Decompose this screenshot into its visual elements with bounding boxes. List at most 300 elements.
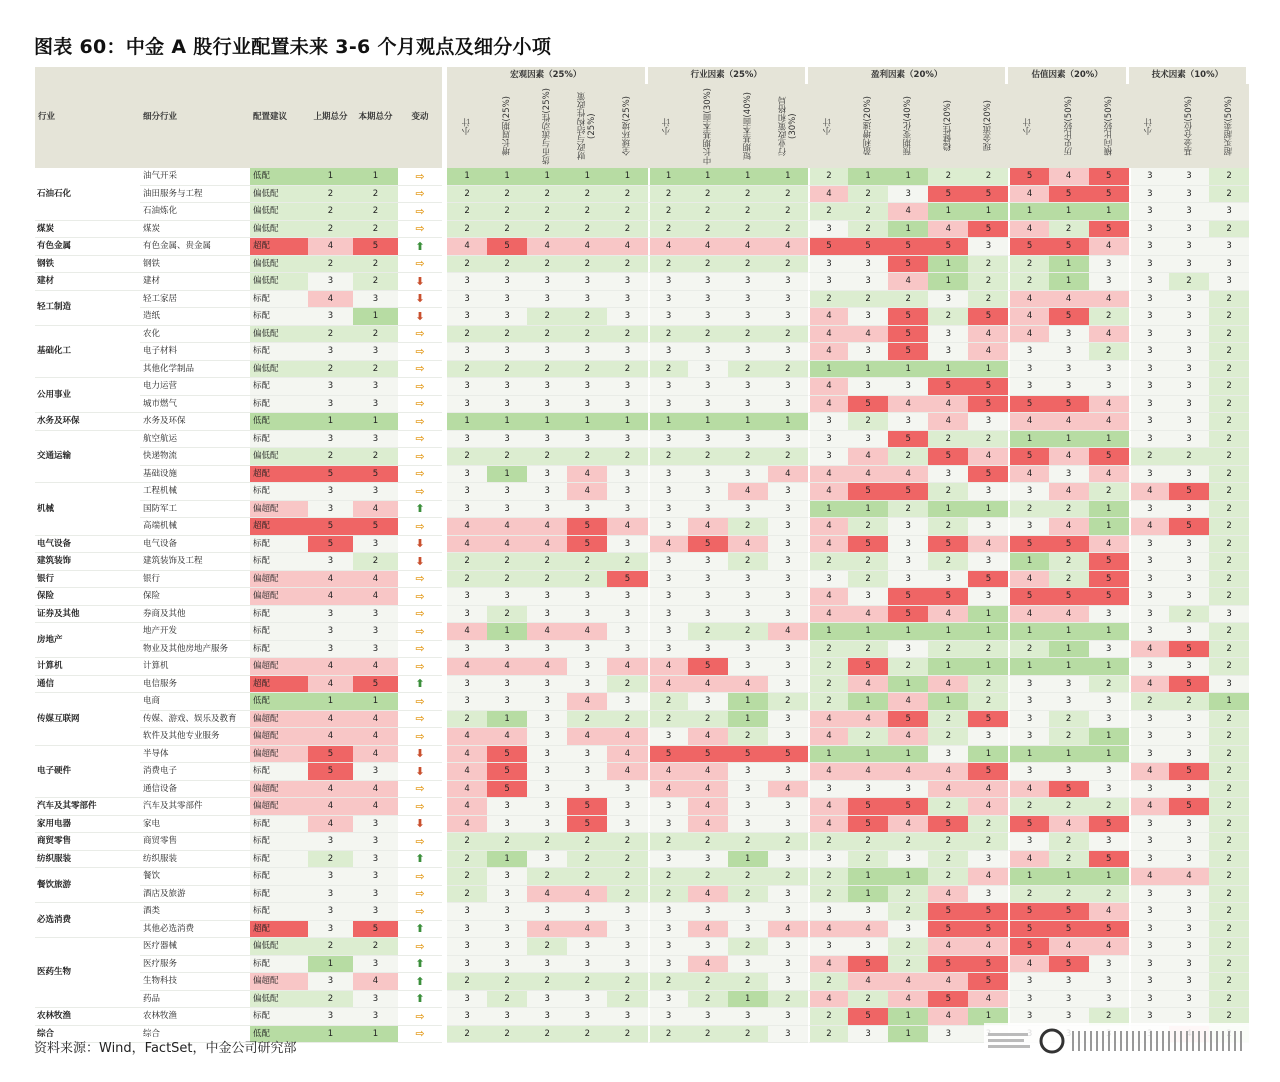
score-cell: 3 — [768, 483, 808, 501]
score-cell: 1 — [848, 868, 888, 886]
score-cell: 3 — [1008, 833, 1048, 851]
sub-industry-cell: 轻工家居 — [140, 291, 250, 309]
sub-industry-cell: 建材 — [140, 273, 250, 291]
score-cell: 3 — [567, 501, 607, 519]
score-cell: 2 — [808, 658, 848, 676]
score-cell: 2 — [567, 326, 607, 344]
score-cell: 3 — [527, 606, 567, 624]
score-cell: 3 — [648, 273, 688, 291]
factor-header — [888, 84, 928, 168]
score-cell: 2 — [848, 518, 888, 536]
score-cell: 4 — [487, 518, 527, 536]
score-cell: 2 — [1209, 868, 1249, 886]
score-cell: 3 — [768, 1026, 808, 1044]
curr-total-cell: 4 — [353, 798, 398, 816]
score-cell: 1 — [968, 501, 1008, 519]
score-cell: 2 — [648, 361, 688, 379]
score-cell: 2 — [848, 413, 888, 431]
score-cell: 4 — [968, 868, 1008, 886]
score-cell: 3 — [1169, 588, 1209, 606]
industry-cell: 有色金属 — [35, 238, 140, 256]
change-arrow-icon: ⇨ — [398, 693, 442, 711]
score-cell: 4 — [848, 466, 888, 484]
curr-total-cell: 3 — [353, 816, 398, 834]
prev-total-cell: 2 — [308, 938, 353, 956]
score-cell: 3 — [447, 431, 487, 449]
score-cell: 3 — [567, 991, 607, 1009]
score-cell: 3 — [848, 781, 888, 799]
score-cell: 4 — [808, 956, 848, 974]
curr-total-cell: 3 — [353, 343, 398, 361]
score-cell: 1 — [728, 991, 768, 1009]
score-cell: 3 — [1008, 711, 1048, 729]
score-cell: 3 — [1129, 623, 1169, 641]
score-cell: 3 — [567, 378, 607, 396]
recommendation-cell: 偏超配 — [250, 781, 308, 799]
score-cell: 3 — [607, 588, 647, 606]
score-cell: 5 — [928, 536, 968, 554]
curr-total-cell: 3 — [353, 851, 398, 869]
score-cell: 3 — [487, 501, 527, 519]
score-cell: 2 — [1049, 711, 1089, 729]
score-cell: 2 — [1008, 798, 1048, 816]
score-cell: 5 — [1049, 588, 1089, 606]
score-cell: 2 — [487, 221, 527, 239]
score-cell: 3 — [888, 378, 928, 396]
score-cell: 3 — [567, 956, 607, 974]
score-cell: 3 — [527, 956, 567, 974]
score-cell: 4 — [968, 938, 1008, 956]
score-cell: 2 — [848, 851, 888, 869]
score-cell: 3 — [567, 938, 607, 956]
curr-total-cell: 5 — [353, 466, 398, 484]
score-cell: 2 — [888, 938, 928, 956]
prev-total-cell: 3 — [308, 921, 353, 939]
score-cell: 5 — [888, 606, 928, 624]
score-cell: 4 — [648, 781, 688, 799]
score-cell: 2 — [1209, 186, 1249, 204]
score-cell: 3 — [688, 693, 728, 711]
score-cell: 2 — [487, 256, 527, 274]
score-cell: 4 — [527, 536, 567, 554]
score-cell: 3 — [888, 413, 928, 431]
score-cell: 2 — [1089, 798, 1129, 816]
recommendation-cell: 标配 — [250, 308, 308, 326]
score-cell: 3 — [607, 816, 647, 834]
score-cell: 2 — [648, 221, 688, 239]
score-cell: 2 — [527, 448, 567, 466]
score-cell: 5 — [888, 798, 928, 816]
sub-industry-cell: 其他化学制品 — [140, 361, 250, 379]
score-cell: 3 — [768, 641, 808, 659]
score-cell: 1 — [688, 168, 728, 186]
score-cell: 1 — [1089, 501, 1129, 519]
score-cell: 2 — [1089, 676, 1129, 694]
score-cell: 2 — [928, 308, 968, 326]
score-cell: 3 — [1209, 256, 1249, 274]
score-cell: 3 — [1129, 308, 1169, 326]
score-cell: 2 — [728, 518, 768, 536]
score-cell: 3 — [447, 921, 487, 939]
factor-header — [1049, 84, 1089, 168]
score-cell: 2 — [848, 991, 888, 1009]
score-cell: 2 — [928, 168, 968, 186]
score-cell: 4 — [607, 746, 647, 764]
score-cell: 5 — [848, 816, 888, 834]
score-cell: 2 — [1049, 728, 1089, 746]
score-cell: 2 — [447, 833, 487, 851]
score-cell: 4 — [808, 378, 848, 396]
prev-total-cell: 3 — [308, 483, 353, 501]
change-arrow-icon: ⇨ — [398, 431, 442, 449]
score-cell: 3 — [1169, 956, 1209, 974]
score-cell: 2 — [1209, 658, 1249, 676]
score-cell: 2 — [848, 203, 888, 221]
score-cell: 4 — [928, 973, 968, 991]
score-cell: 3 — [1209, 273, 1249, 291]
score-cell: 3 — [648, 991, 688, 1009]
score-cell: 3 — [1169, 238, 1209, 256]
score-cell: 2 — [808, 833, 848, 851]
score-cell: 5 — [1008, 238, 1048, 256]
score-cell: 3 — [928, 1026, 968, 1044]
score-cell: 3 — [768, 676, 808, 694]
allocation-table — [35, 67, 1249, 1043]
score-cell: 1 — [1008, 658, 1048, 676]
header-sub-industry: 细分行业 — [140, 67, 250, 168]
score-cell: 4 — [1169, 868, 1209, 886]
score-cell: 3 — [1129, 343, 1169, 361]
score-cell: 5 — [567, 518, 607, 536]
recommendation-cell: 标配 — [250, 641, 308, 659]
recommendation-cell: 标配 — [250, 396, 308, 414]
recommendation-cell: 超配 — [250, 238, 308, 256]
score-cell: 3 — [768, 606, 808, 624]
recommendation-cell: 偏超配 — [250, 711, 308, 729]
score-cell: 2 — [1209, 431, 1249, 449]
score-cell: 3 — [1129, 833, 1169, 851]
industry-cell: 交通运输 — [35, 431, 140, 484]
recommendation-cell: 标配 — [250, 851, 308, 869]
score-cell: 2 — [848, 221, 888, 239]
score-cell: 3 — [648, 728, 688, 746]
recommendation-cell: 超配 — [250, 676, 308, 694]
score-cell: 1 — [928, 623, 968, 641]
sub-industry-cell: 造纸 — [140, 308, 250, 326]
sub-industry-cell: 煤炭 — [140, 221, 250, 239]
score-cell: 3 — [768, 711, 808, 729]
change-arrow-icon: ⇨ — [398, 186, 442, 204]
curr-total-cell: 3 — [353, 396, 398, 414]
score-cell: 4 — [648, 238, 688, 256]
score-cell: 3 — [688, 273, 728, 291]
score-cell: 2 — [768, 991, 808, 1009]
score-cell: 3 — [728, 431, 768, 449]
curr-total-cell: 2 — [353, 273, 398, 291]
industry-cell: 汽车及其零部件 — [35, 798, 140, 816]
score-cell: 5 — [688, 746, 728, 764]
recommendation-cell: 标配 — [250, 1008, 308, 1026]
score-cell: 2 — [768, 361, 808, 379]
score-cell: 2 — [487, 326, 527, 344]
score-cell: 4 — [888, 763, 928, 781]
score-cell: 3 — [527, 641, 567, 659]
score-cell: 3 — [728, 903, 768, 921]
score-cell: 3 — [1129, 903, 1169, 921]
score-cell: 4 — [487, 536, 527, 554]
score-cell: 2 — [1209, 711, 1249, 729]
score-cell: 2 — [968, 641, 1008, 659]
factor-header — [968, 84, 1008, 168]
score-cell: 5 — [848, 536, 888, 554]
score-cell: 2 — [1008, 256, 1048, 274]
score-cell: 3 — [648, 606, 688, 624]
score-cell: 5 — [567, 816, 607, 834]
change-arrow-icon: ⬆ — [398, 501, 442, 519]
score-cell: 5 — [928, 956, 968, 974]
score-cell: 2 — [968, 676, 1008, 694]
sub-industry-cell: 药品 — [140, 991, 250, 1009]
curr-total-cell: 4 — [353, 501, 398, 519]
table-row — [35, 343, 1249, 361]
factor-header — [768, 84, 808, 168]
recommendation-cell: 低配 — [250, 168, 308, 186]
curr-total-cell: 2 — [353, 203, 398, 221]
score-cell: 2 — [968, 168, 1008, 186]
score-cell: 5 — [1008, 168, 1048, 186]
score-cell: 2 — [527, 361, 567, 379]
curr-total-cell: 3 — [353, 956, 398, 974]
score-cell: 3 — [487, 886, 527, 904]
score-cell: 2 — [808, 1026, 848, 1044]
score-cell: 1 — [848, 168, 888, 186]
score-cell: 4 — [808, 816, 848, 834]
score-cell: 3 — [1089, 273, 1129, 291]
score-cell: 2 — [527, 938, 567, 956]
score-cell: 3 — [1049, 991, 1089, 1009]
score-cell: 4 — [808, 606, 848, 624]
score-cell: 3 — [1008, 483, 1048, 501]
score-cell: 3 — [688, 606, 728, 624]
score-cell: 3 — [1008, 1008, 1048, 1026]
score-cell: 2 — [648, 833, 688, 851]
score-cell: 4 — [848, 606, 888, 624]
score-cell: 2 — [848, 641, 888, 659]
recommendation-cell: 标配 — [250, 833, 308, 851]
score-cell: 3 — [1089, 641, 1129, 659]
score-cell: 2 — [1209, 536, 1249, 554]
sub-industry-cell: 综合 — [140, 1026, 250, 1044]
change-arrow-icon: ⇨ — [398, 798, 442, 816]
score-cell: 3 — [1129, 186, 1169, 204]
score-cell: 2 — [1209, 308, 1249, 326]
score-cell: 3 — [1169, 308, 1209, 326]
score-cell: 2 — [1209, 641, 1249, 659]
score-cell: 2 — [728, 256, 768, 274]
factor-label: 历史比较(50%) — [1063, 96, 1074, 156]
score-cell: 5 — [1169, 641, 1209, 659]
header-curr-total: 本期总分 — [353, 67, 398, 168]
score-cell: 5 — [1049, 186, 1089, 204]
score-cell: 5 — [1008, 921, 1048, 939]
score-cell: 2 — [728, 361, 768, 379]
score-cell: 2 — [728, 938, 768, 956]
score-cell: 4 — [1129, 763, 1169, 781]
group-header: 宏观因素（25%） — [447, 67, 648, 84]
change-arrow-icon: ⬇ — [398, 291, 442, 309]
factor-header — [928, 84, 968, 168]
recommendation-cell: 偏超配 — [250, 571, 308, 589]
score-cell: 4 — [1089, 903, 1129, 921]
change-arrow-icon: ⇨ — [398, 886, 442, 904]
score-cell: 4 — [688, 238, 728, 256]
curr-total-cell: 3 — [353, 886, 398, 904]
score-cell: 3 — [968, 413, 1008, 431]
score-cell: 4 — [768, 921, 808, 939]
score-cell: 2 — [1049, 571, 1089, 589]
score-cell: 3 — [1049, 326, 1089, 344]
score-cell: 4 — [1129, 483, 1169, 501]
score-cell: 3 — [648, 798, 688, 816]
score-cell: 2 — [447, 851, 487, 869]
industry-cell: 公用事业 — [35, 378, 140, 413]
score-cell: 4 — [808, 518, 848, 536]
score-cell: 1 — [968, 1008, 1008, 1026]
score-cell: 4 — [728, 483, 768, 501]
recommendation-cell: 偏超配 — [250, 728, 308, 746]
score-cell: 5 — [928, 903, 968, 921]
table-row — [35, 256, 1249, 274]
score-cell: 4 — [648, 676, 688, 694]
sub-industry-cell: 建筑装饰及工程 — [140, 553, 250, 571]
score-cell: 3 — [768, 728, 808, 746]
score-cell: 3 — [848, 273, 888, 291]
score-cell: 2 — [447, 221, 487, 239]
recommendation-cell: 偏低配 — [250, 221, 308, 239]
score-cell: 1 — [1049, 641, 1089, 659]
score-cell: 3 — [1129, 396, 1169, 414]
score-cell: 2 — [567, 833, 607, 851]
score-cell: 3 — [447, 903, 487, 921]
score-cell: 3 — [447, 378, 487, 396]
recommendation-cell: 偏超配 — [250, 658, 308, 676]
score-cell: 5 — [848, 238, 888, 256]
prev-total-cell: 5 — [308, 536, 353, 554]
score-cell: 3 — [1008, 518, 1048, 536]
score-cell: 3 — [888, 781, 928, 799]
score-cell: 3 — [688, 291, 728, 309]
score-cell: 2 — [1049, 798, 1089, 816]
table-row — [35, 238, 1249, 256]
prev-total-cell: 3 — [308, 903, 353, 921]
score-cell: 1 — [848, 886, 888, 904]
recommendation-cell: 偏低配 — [250, 326, 308, 344]
score-cell: 4 — [1008, 571, 1048, 589]
recommendation-cell: 偏低配 — [250, 938, 308, 956]
score-cell: 2 — [1089, 1008, 1129, 1026]
score-cell: 1 — [1089, 658, 1129, 676]
score-cell: 3 — [607, 466, 647, 484]
score-cell: 2 — [607, 868, 647, 886]
score-cell: 3 — [1049, 973, 1089, 991]
score-cell: 2 — [728, 326, 768, 344]
score-cell: 5 — [1049, 396, 1089, 414]
score-cell: 3 — [567, 781, 607, 799]
score-cell: 3 — [567, 396, 607, 414]
score-cell: 2 — [607, 221, 647, 239]
score-cell: 1 — [968, 361, 1008, 379]
score-cell: 4 — [527, 238, 567, 256]
score-cell: 5 — [607, 571, 647, 589]
score-cell: 2 — [527, 186, 567, 204]
score-cell: 4 — [567, 921, 607, 939]
industry-cell: 农林牧渔 — [35, 1008, 140, 1026]
group-header: 技术因素（10%） — [1129, 67, 1249, 84]
score-cell: 5 — [1049, 921, 1089, 939]
score-cell: 4 — [928, 413, 968, 431]
score-cell: 4 — [688, 816, 728, 834]
score-cell: 2 — [728, 728, 768, 746]
score-cell: 3 — [1169, 343, 1209, 361]
sub-industry-cell: 生物科技 — [140, 973, 250, 991]
table-header — [35, 67, 1249, 168]
factor-label: 盈利增速(20%) — [863, 96, 873, 156]
score-cell: 2 — [1209, 378, 1249, 396]
score-cell: 5 — [848, 1008, 888, 1026]
score-cell: 4 — [808, 588, 848, 606]
score-cell: 3 — [768, 518, 808, 536]
sub-industry-cell: 纺织服装 — [140, 851, 250, 869]
score-cell: 2 — [447, 1026, 487, 1044]
score-cell: 2 — [607, 361, 647, 379]
recommendation-cell: 标配 — [250, 431, 308, 449]
score-cell: 2 — [688, 326, 728, 344]
score-cell: 3 — [567, 746, 607, 764]
table-row — [35, 658, 1249, 676]
table-row — [35, 221, 1249, 239]
sub-industry-cell: 水务及环保 — [140, 413, 250, 431]
score-cell: 3 — [1129, 256, 1169, 274]
score-cell: 2 — [928, 483, 968, 501]
prev-total-cell: 3 — [308, 1008, 353, 1026]
score-cell: 4 — [487, 658, 527, 676]
score-cell: 3 — [808, 448, 848, 466]
score-cell: 3 — [567, 588, 607, 606]
score-cell: 2 — [1169, 273, 1209, 291]
score-cell: 3 — [1169, 903, 1209, 921]
sub-industry-cell: 软件及其他专业服务 — [140, 728, 250, 746]
curr-total-cell: 3 — [353, 606, 398, 624]
score-cell: 1 — [1008, 868, 1048, 886]
score-cell: 3 — [527, 291, 567, 309]
factor-label: 横向比较(50%) — [1103, 96, 1114, 156]
sub-industry-cell: 保险 — [140, 588, 250, 606]
score-cell: 1 — [1089, 746, 1129, 764]
score-cell: 3 — [1089, 693, 1129, 711]
factor-label: 稳健性(20%) — [943, 100, 954, 152]
score-cell: 4 — [567, 623, 607, 641]
change-arrow-icon: ⬇ — [398, 816, 442, 834]
score-cell: 4 — [1008, 956, 1048, 974]
score-cell: 5 — [728, 746, 768, 764]
score-cell: 4 — [1008, 606, 1048, 624]
prev-total-cell: 1 — [308, 956, 353, 974]
score-cell: 3 — [648, 396, 688, 414]
score-cell: 3 — [1008, 763, 1048, 781]
score-cell: 3 — [1129, 431, 1169, 449]
curr-total-cell: 3 — [353, 378, 398, 396]
score-cell: 3 — [487, 938, 527, 956]
